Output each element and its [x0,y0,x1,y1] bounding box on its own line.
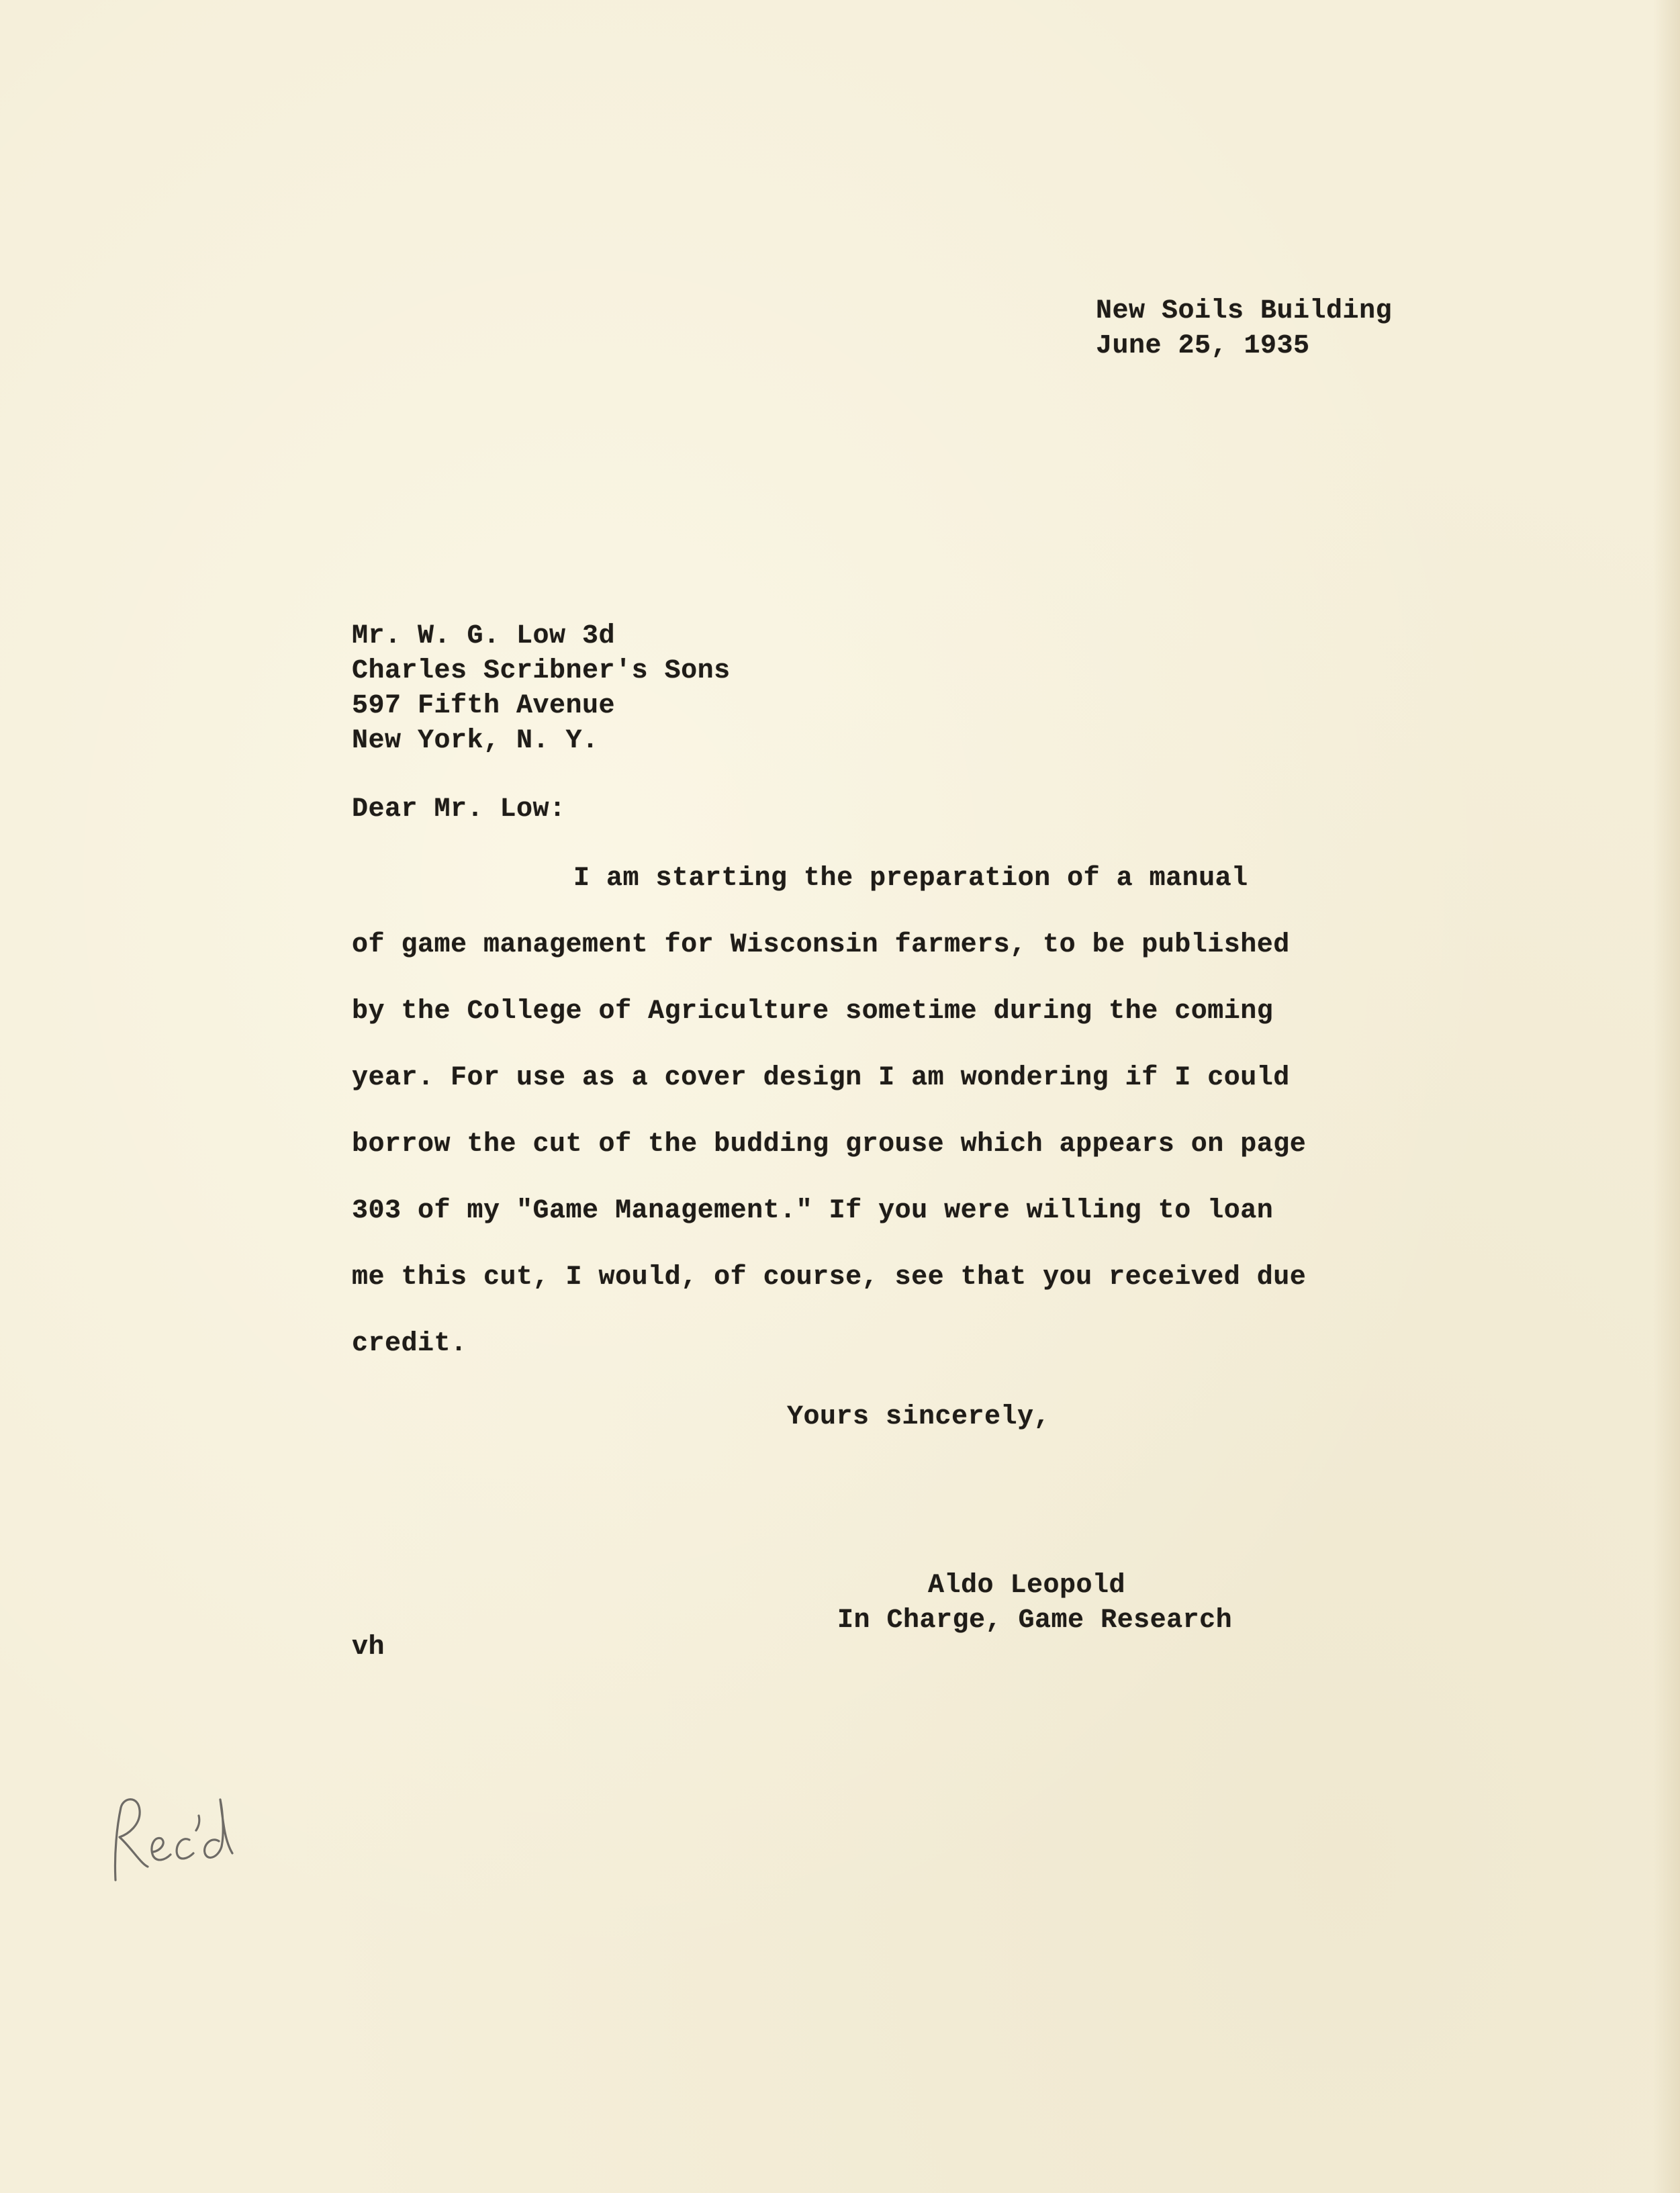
addressee-company: Charles Scribner's Sons [352,656,731,686]
paper-edge-shadow [1653,0,1680,2193]
heading-location: New Soils Building [1096,296,1393,326]
body-line: by the College of Agriculture sometime during the coming [352,996,1274,1027]
letter-heading [1096,294,1392,364]
body-line: credit. [352,1329,467,1359]
addressee-city: New York, N. Y. [352,726,599,756]
body-line: me this cut, I would, of course, see that you received due [352,1262,1307,1293]
body-line: I am starting the preparation of a manual [573,864,1248,894]
body-line: borrow the cut of the budding grouse which appears on page [352,1129,1307,1160]
closing: Yours sincerely, [787,1402,1051,1432]
heading-date: June 25, 1935 [1096,331,1310,361]
body-line: of game management for Wisconsin farmers, to be published [352,930,1290,960]
body-line: 303 of my "Game Management." If you were willing to loan [352,1196,1274,1226]
signature-block [839,1569,1232,1638]
addressee-block [352,619,731,759]
letter-body [352,861,1332,1393]
addressee-name: Mr. W. G. Low 3d [352,621,616,651]
signature-title: In Charge, Game Research [837,1605,1233,1636]
salutation: Dear Mr. Low: [352,794,566,825]
signature-name: Aldo Leopold [928,1571,1126,1601]
body-line: year. For use as a cover design I am wondering if I could [352,1063,1290,1093]
handwriting-recd-icon [101,1773,275,1907]
typist-initials: vh [352,1632,385,1663]
handwritten-note-recd [101,1773,275,1907]
addressee-street: 597 Fifth Avenue [352,691,616,721]
